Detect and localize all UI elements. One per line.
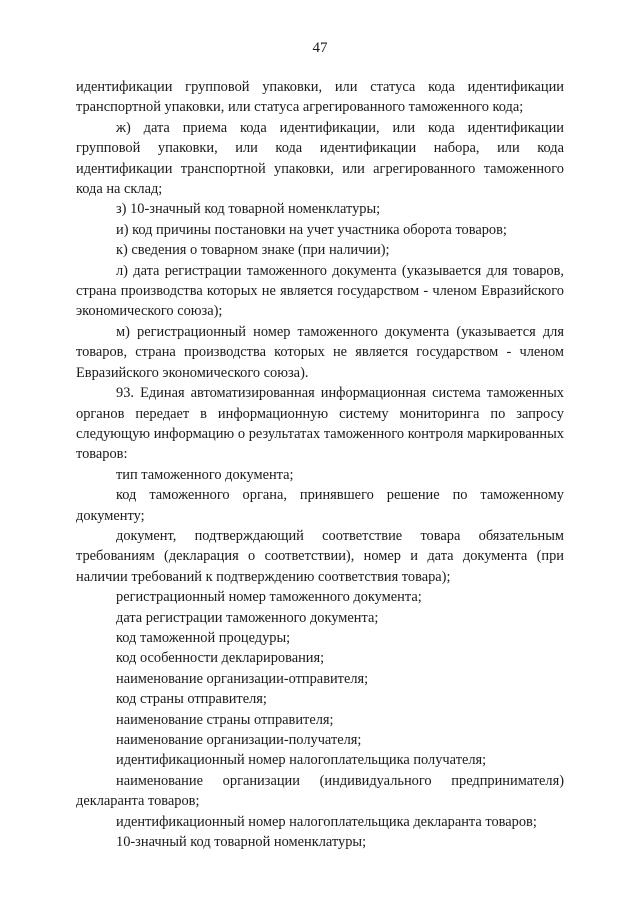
list-item: код таможенной процедуры;: [116, 629, 291, 646]
list-item: наименование страны отправителя;: [116, 711, 334, 728]
list-item: тип таможенного документа;: [116, 466, 294, 483]
list-item: код особенности декларирования;: [116, 650, 325, 667]
list-item: регистрационный номер таможенного документа;: [116, 589, 422, 606]
list-item-i: и) код причины постановки на учет участника оборота товаров;: [116, 221, 507, 238]
list-item: 10-значный код товарной номенклатуры;: [116, 834, 367, 851]
list-item: код таможенного органа, принявшего решение по таможенному документу;: [76, 487, 564, 524]
list-item-zh: ж) дата приема кода идентификации, или кода идентификации групповой упаковки, или кода идентификации набора, или кода идентификации транспортной упаковки, или агрегированного таможенного кода на склад;: [76, 119, 564, 198]
list-item: наименование организации-получателя;: [116, 732, 362, 748]
section-93: 93. Единая автоматизированная информационная система таможенных органов передает в информационную систему мониторинга по запросу следующую информацию о результатах таможенного контроля маркированных товаров:: [76, 385, 564, 463]
list-item: документ, подтверждающий соответствие товара обязательным требованиям (декларация о соответствии), номер и дата документа (при наличии требований к подтверждению соответствия товара);: [76, 527, 564, 585]
page-number: 47: [312, 40, 328, 56]
paragraph: идентификации групповой упаковки, или статуса кода идентификации транспортной упаковки, или статуса агрегированного таможенного кода;: [76, 79, 564, 116]
list-item: идентификационный номер налогоплательщика получателя;: [116, 752, 487, 769]
list-item-k: к) сведения о товарном знаке (при наличии);: [116, 242, 390, 259]
list-item: идентификационный номер налогоплательщика декларанта товаров;: [116, 813, 537, 830]
list-item: наименование организации-отправителя;: [116, 670, 369, 687]
list-item-z: з) 10-значный код товарной номенклатуры;: [116, 201, 381, 218]
list-item-m: м) регистрационный номер таможенного документа (указывается для товаров, страна производства которых не является государством - членом Евразийского экономического союза).: [76, 323, 564, 381]
list-item: наименование организации (индивидуального предпринимателя) декларанта товаров;: [76, 772, 564, 810]
list-item-l: л) дата регистрации таможенного документа (указывается для товаров, страна производства которых не является государством - членом Евразийского экономического союза);: [76, 262, 564, 320]
list-item: код страны отправителя;: [116, 691, 267, 708]
list-item: дата регистрации таможенного документа;: [116, 609, 379, 626]
document-body: [76, 77, 564, 852]
